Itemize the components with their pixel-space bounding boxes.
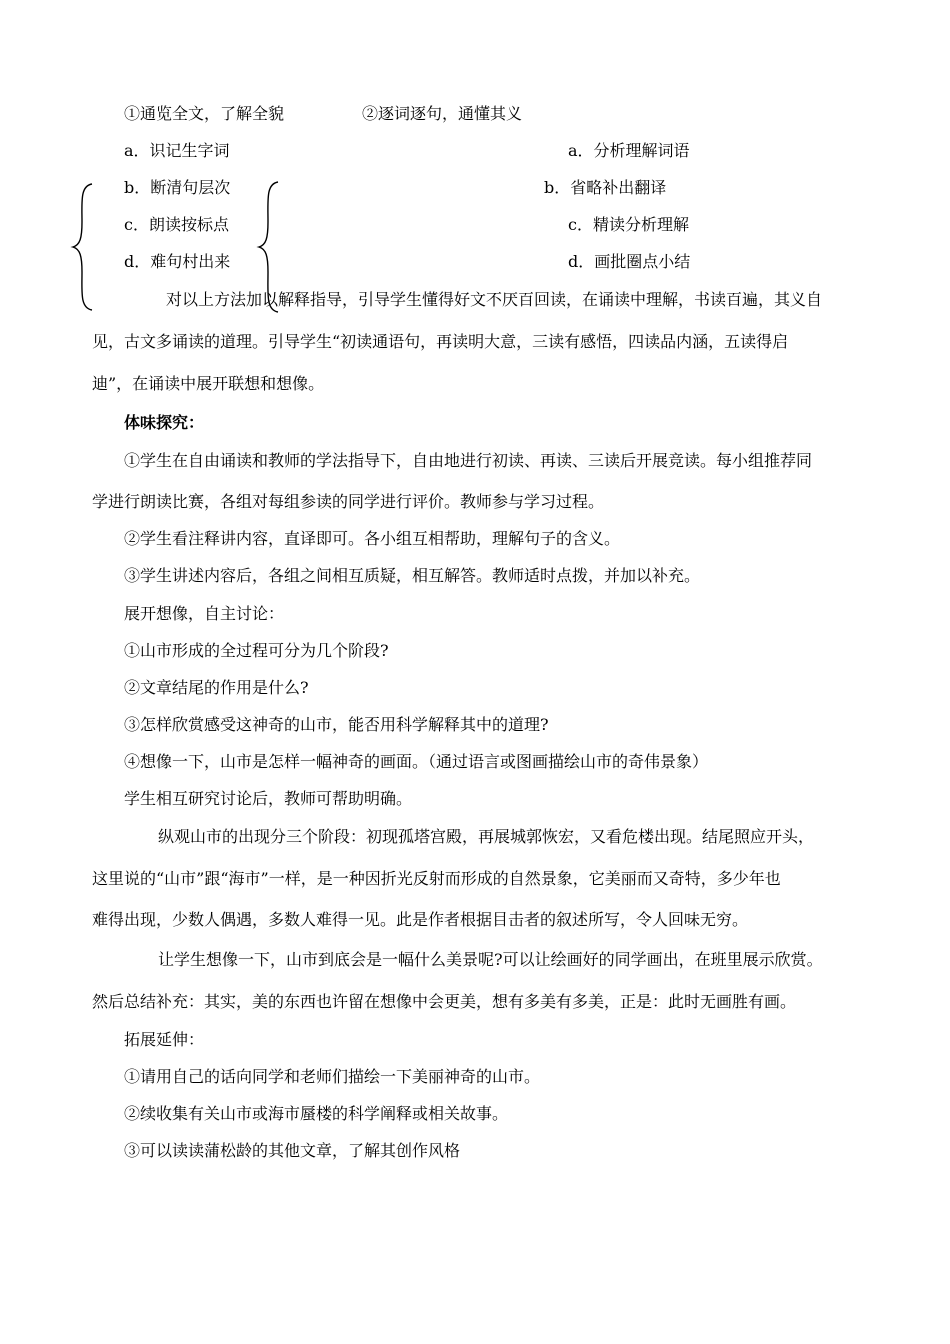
- right-item-b: b．省略补出翻译: [544, 178, 667, 197]
- explore-p2: ②学生看注释讲内容，直译即可。各小组互相帮助，理解句子的含义。: [124, 529, 621, 548]
- intro-line-2: 见，古文多诵读的道理。引导学生“初读通语句，再读明大意，三读有感悟，四读品内涵，五读得启: [92, 332, 789, 351]
- right-item-a: a．分析理解词语: [568, 141, 690, 160]
- explore-p1-line-2: 学进行朗读比赛，各组对每组参读的同学进行评价。教师参与学习过程。: [92, 492, 605, 511]
- analysis-line-3: 难得出现，少数人偶遇，多数人难得一见。此是作者根据目击者的叙述所写，令人回味无穷。: [92, 910, 749, 929]
- explore-p3: ③学生讲述内容后，各组之间相互质疑，相互解答。教师适时点拨，并加以补充。: [124, 566, 701, 585]
- discussion-after: 学生相互研究讨论后，教师可帮助明确。: [124, 789, 413, 808]
- left-brace-icon: [70, 182, 96, 312]
- analysis-line-1: 纵观山市的出现分三个阶段：初现孤塔宫殿，再展城郭恢宏，又看危楼出现。结尾照应开头，: [158, 827, 815, 846]
- method-heading-right: ②逐词逐句，通懂其义: [362, 104, 523, 123]
- left-item-d: d．难句村出来: [124, 252, 231, 271]
- discussion-q1: ①山市形成的全过程可分为几个阶段?: [124, 641, 389, 660]
- discussion-q3: ③怎样欣赏感受这神奇的山市，能否用科学解释其中的道理?: [124, 715, 549, 734]
- left-item-c: c．朗读按标点: [124, 215, 229, 234]
- discussion-q2: ②文章结尾的作用是什么?: [124, 678, 309, 697]
- discussion-q4: ④想像一下，山市是怎样一幅神奇的画面。（通过语言或图画描绘山市的奇伟景象）: [124, 752, 709, 771]
- analysis-line-2: 这里说的“山市”跟“海市”一样，是一种因折光反射而形成的自然景象，它美丽而又奇特，多少年也: [92, 869, 781, 888]
- imagine-line-2: 然后总结补充：其实，美的东西也许留在想像中会更美，想有多美有多美，正是：此时无画胜有画。: [92, 992, 797, 1011]
- method-heading-left: ①通览全文，了解全貌: [124, 104, 285, 123]
- extension-title: 拓展延伸：: [124, 1030, 205, 1049]
- left-item-b: b．断清句层次: [124, 178, 231, 197]
- explore-p1-line-1: ①学生在自由诵读和教师的学法指导下，自由地进行初读、再读、三读后开展竞读。每小组推荐同: [124, 451, 813, 470]
- extension-item-3: ③可以读读蒲松龄的其他文章，了解其创作风格: [124, 1141, 461, 1160]
- extension-item-1: ①请用自己的话向同学和老师们描绘一下美丽神奇的山市。: [124, 1067, 541, 1086]
- discussion-title: 展开想像，自主讨论：: [124, 604, 285, 623]
- right-item-d: d．画批圈点小结: [568, 252, 691, 271]
- left-item-a: a．识记生字词: [124, 141, 230, 160]
- explore-title: 体味探究：: [124, 413, 205, 432]
- intro-line-3: 迪”，在诵读中展开联想和想像。: [92, 374, 325, 393]
- intro-line-1: 对以上方法加以解释指导，引导学生懂得好文不厌百回读，在诵读中理解，书读百遍，其义自: [166, 290, 823, 309]
- extension-item-2: ②续收集有关山市或海市蜃楼的科学阐释或相关故事。: [124, 1104, 509, 1123]
- imagine-line-1: 让学生想像一下，山市到底会是一幅什么美景呢?可以让绘画好的同学画出，在班里展示欣赏。: [158, 950, 823, 969]
- right-item-c: c．精读分析理解: [568, 215, 689, 234]
